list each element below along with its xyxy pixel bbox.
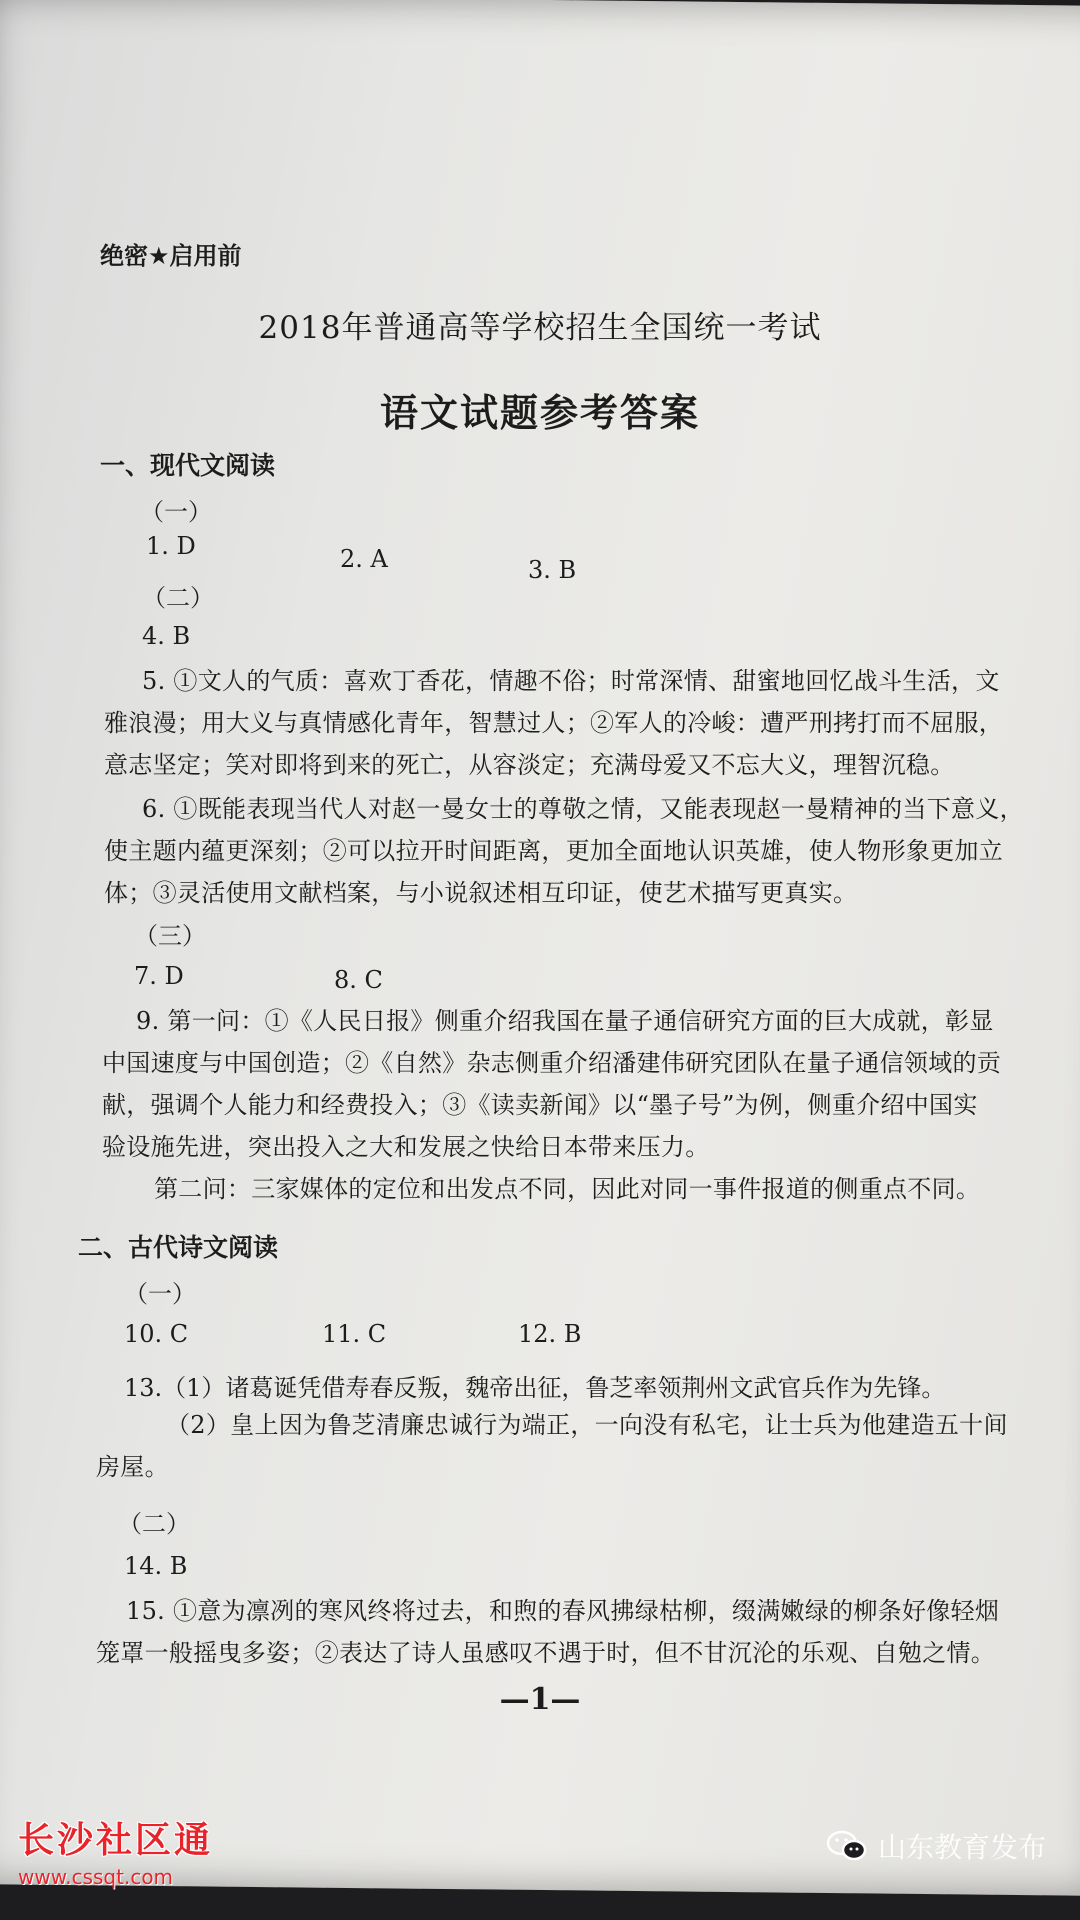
answer-4: 4. B [142,622,191,650]
answer-line: 验设施先进，突出投入之大和发展之快给日本带来压力。 [102,1133,710,1161]
watermark-name: 长沙社区通 [18,1820,214,1861]
answer-line: 献，强调个人能力和经费投入；③《读卖新闻》以“墨子号”为例，侧重介绍中国实 [102,1091,978,1119]
answer-line: 使主题内蕴更深刻；②可以拉开时间距离，更加全面地认识英雄，使人物形象更加立 [104,837,1004,865]
part-label: （一） [124,1280,196,1308]
answer-line: 体；③灵活使用文献档案，与小说叙述相互印证，使艺术描写更真实。 [104,879,858,907]
answer-line: 中国速度与中国创造；②《自然》杂志侧重介绍潘建伟研究团队在量子通信领域的贡 [102,1049,1002,1077]
answer-line: 5. ①文人的气质：喜欢丁香花，情趣不俗；时常深情、甜蜜地回忆战斗生活，文 [142,667,1000,695]
answer-7: 7. D [134,962,184,990]
answer-line: 笼罩一般摇曳多姿；②表达了诗人虽感叹不遇于时，但不甘沉沦的乐观、自勉之情。 [96,1639,996,1667]
answer-key-title: 语文试题参考答案 [379,390,700,435]
watermark-wechat-account [826,1826,1046,1866]
answer-line: 15. ①意为凛冽的寒风终将过去，和煦的春风拂绿枯柳，缀满嫩绿的柳条好像轻烟 [126,1597,1000,1625]
answer-line: 意志坚定；笑对即将到来的死亡，从容淡定；充满母爱又不忘大义，理智沉稳。 [104,751,955,779]
answer-line: 第二问：三家媒体的定位和出发点不同，因此对同一事件报道的侧重点不同。 [154,1175,981,1203]
exam-title: 2018年普通高等学校招生全国统一考试 [258,310,822,346]
answer-5 [104,660,1003,786]
answer-line: 雅浪漫；用大义与真情感化青年，智慧过人；②军人的冷峻：遭严刑拷打而不屈服， [104,709,1004,737]
answer-8: 8. C [334,966,383,994]
section-heading-modern-reading: 一、现代文阅读 [100,451,276,480]
watermark-url: www.cssqt.com [18,1865,174,1889]
answer-3: 3. B [528,556,577,584]
part-label: （二） [118,1510,190,1538]
page-number: —1— [499,1682,581,1717]
watermark-cssqt [18,1812,213,1889]
answer-14: 14. B [124,1552,188,1580]
answer-13-2 [96,1404,1008,1488]
answer-line: 房屋。 [96,1453,169,1481]
answer-line: （2）皇上因为鲁芝清廉忠诚行为端正，一向没有私宅，让士兵为他建造五十间 [166,1411,1008,1439]
section-heading-classical-reading: 二、古代诗文阅读 [78,1233,279,1262]
answer-line: 6. ①既能表现当代人对赵一曼女士的尊敬之情，又能表现赵一曼精神的当下意义， [142,795,1024,823]
wechat-account-name: 山东教育发布 [877,1831,1046,1864]
confidential-mark: 绝密★启用前 [100,242,242,270]
answer-13-1: 13.（1）诸葛诞凭借寿春反叛，魏帝出征，鲁芝率领荆州文武官兵作为先锋。 [124,1374,946,1402]
answer-15 [96,1590,999,1674]
wechat-icon [826,1829,868,1863]
part-label: （三） [134,922,206,950]
answer-2: 2. A [340,545,388,573]
answer-10: 10. C [124,1320,189,1348]
answer-6 [104,788,1024,914]
answer-12: 12. B [518,1320,582,1348]
answer-9 [102,1000,1001,1210]
part-label: （二） [142,584,214,612]
answer-1: 1. D [146,532,196,560]
answer-11: 11. C [322,1320,387,1348]
part-label: （一） [140,498,212,526]
answer-line: 9. 第一问：①《人民日报》侧重介绍我国在量子通信研究方面的巨大成就，彰显 [136,1007,994,1035]
